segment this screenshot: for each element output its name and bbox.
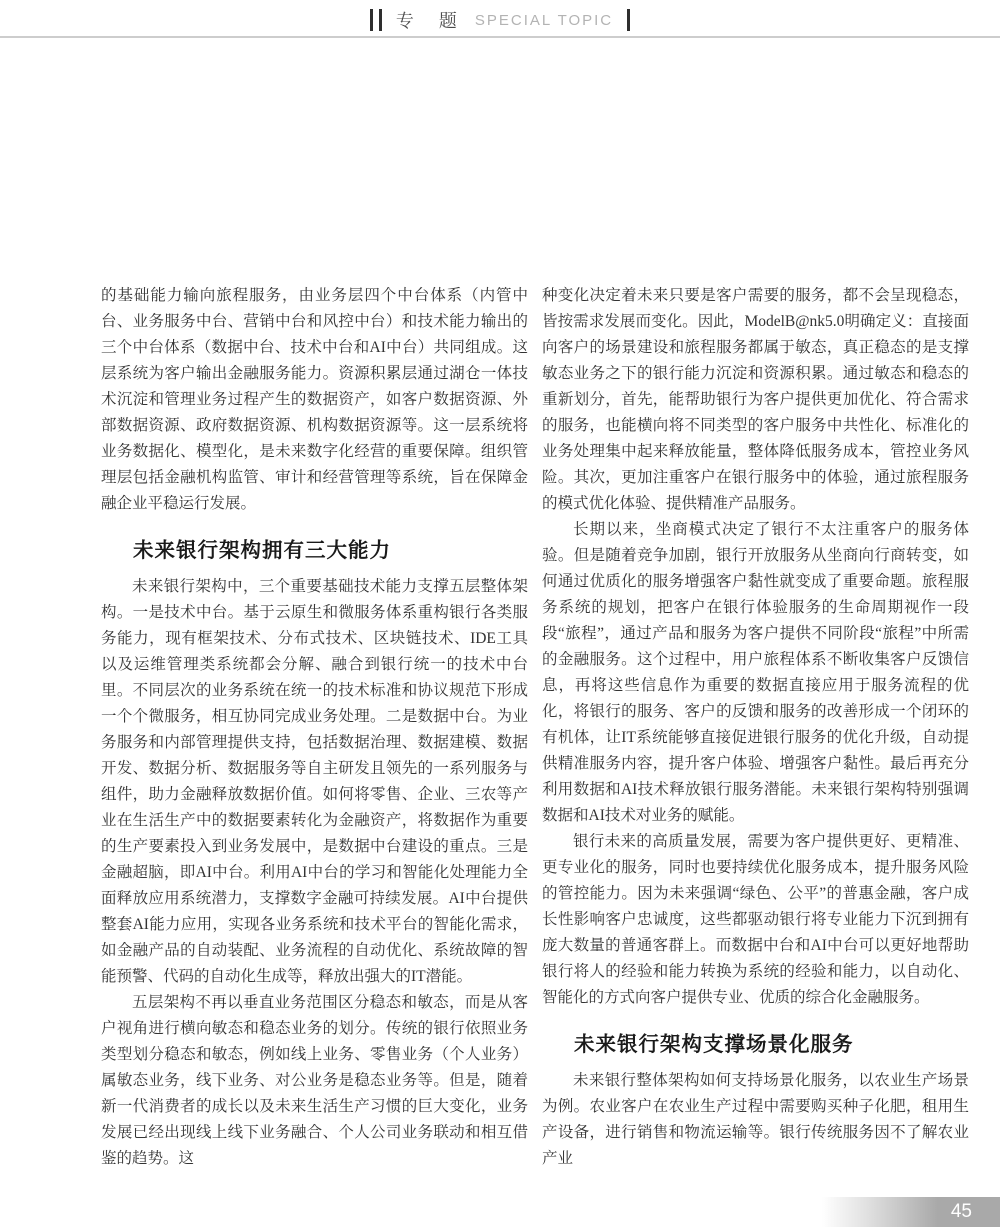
running-head <box>0 7 1000 33</box>
double-bar-icon <box>370 9 382 31</box>
single-bar-icon <box>627 9 630 31</box>
paragraph-modelbank-definition: 种变化决定着未来只要是客户需要的服务，都不会呈现稳态，皆按需求发展而变化。因此，ModelB@nk5.0明确定义：直接面向客户的场景建设和旅程服务都属于敏态，真正稳态的是支撑敏态业务之下的银行能力沉淀和资源积累。通过敏态和稳态的重新划分，首先，能帮助银行为客户提供更加优化、符合需求的服务，也能横向将不同类型的客户服务中共性化、标准化的业务处理集中起来释放能量，整体降低服务成本，管控业务风险。其次，更加注重客户在银行服务中的体验，通过旅程服务的模式优化体验、提供精准产品服务。 <box>542 287 969 512</box>
article-body <box>101 283 969 1172</box>
paragraph-agriculture-scenario: 未来银行整体架构如何支持场景化服务，以农业生产场景为例。农业客户在农业生产过程中需要购买种子化肥，租用生产设备，进行销售和物流运输等。银行传统服务因不了解农业产业 <box>542 1071 969 1167</box>
paragraph-three-capabilities: 未来银行架构中，三个重要基础技术能力支撑五层整体架构。一是技术中台。基于云原生和微服务体系重构银行各类服务能力，现有框架技术、分布式技术、区块链技术、IDE工具以及运维管理类系统都会分解、融合到银行统一的技术中台里。不同层次的业务系统在统一的技术标准和协议规范下形成一个个微服务，相互协同完成业务处理。二是数据中台。为业务服务和内部管理提供支持，包括数据治理、数据建模、数据开发、数据分析、数据服务等自主研发且领先的一系列服务与组件，助力金融释放数据价值。如何将零售、企业、三农等产业在生活生产中的数据要素转化为金融资产，将数据作为重要的生产要素投入到业务发展中，是数据中台建设的重点。三是金融超脑，即AI中台。利用AI中台的学习和智能化处理能力全面释放应用系统潜力，支撑数字金融可持续发展。AI中台提供整套AI能力应用，实现各业务系统和技术平台的智能化需求，如金融产品的自动装配、业务流程的自动优化、系统故障的智能预警、代码的自动化生成等，释放出强大的IT潜能。 <box>101 577 528 985</box>
right-column <box>542 283 969 1172</box>
running-head-title-en: SPECIAL TOPIC <box>474 11 614 29</box>
section-heading-scenario-services: 未来银行架构支撑场景化服务 <box>574 1034 854 1056</box>
left-column <box>101 283 528 1172</box>
page-number: 45 <box>950 1201 972 1222</box>
paragraph-architecture-layers: 的基础能力输向旅程服务，由业务层四个中台体系（内管中台、业务服务中台、营销中台和风控中台）和技术能力输出的三个中台体系（数据中台、技术中台和AI中台）共同组成。这层系统为客户输出金融服务能力。资源积累层通过湖仓一体技术沉淀和管理业务过程产生的数据资产，如客户数据资源、外部数据资源、政府数据资源、机构数据资源等。这一层系统将业务数据化、模型化，是未来数字化经营的重要保障。组织管理层包括金融机构监管、审计和经营管理等系统，旨在保障金融企业平稳运行发展。 <box>101 287 528 512</box>
paragraph-high-quality-development: 银行未来的高质量发展，需要为客户提供更好、更精准、更专业化的服务，同时也要持续优化服务成本，提升服务风险的管控能力。因为未来强调“绿色、公平”的普惠金融，客户成长性影响客户忠诚度，这些都驱动银行将专业能力下沉到拥有庞大数量的普通客群上。而数据中台和AI中台可以更好地帮助银行将人的经验和能力转换为系统的经验和能力，以自动化、智能化的方式向客户提供专业、优质的综合化金融服务。 <box>542 833 969 1006</box>
section-heading-three-capabilities: 未来银行架构拥有三大能力 <box>133 540 391 562</box>
paragraph-stable-agile-division: 五层架构不再以垂直业务范围区分稳态和敏态，而是从客户视角进行横向敏态和稳态业务的划分。传统的银行依照业务类型划分稳态和敏态，例如线上业务、零售业务（个人业务）属敏态业务，线下业务、对公业务是稳态业务等。但是，随着新一代消费者的成长以及未来生活生产习惯的巨大变化，业务发展已经出现线上线下业务融合、个人公司业务联动和相互借鉴的趋势。这 <box>101 993 528 1167</box>
paragraph-journey-service: 长期以来，坐商模式决定了银行不太注重客户的服务体验。但是随着竞争加剧，银行开放服务从坐商向行商转变，如何通过优质化的服务增强客户黏性就变成了重要命题。旅程服务系统的规划，把客户在银行体验服务的生命周期视作一段段“旅程”，通过产品和服务为客户提供不同阶段“旅程”中所需的金融服务。这个过程中，用户旅程体系不断收集客户反馈信息，再将这些信息作为重要的数据直接应用于服务流程的优化，将银行的服务、客户的反馈和服务的改善形成一个闭环的有机体，让IT系统能够直接促进银行服务的优化升级，自动提供精准服务内容，提升客户体验、增强客户黏性。最后再充分利用数据和AI技术释放银行服务潜能。未来银行架构特别强调数据和AI技术对业务的赋能。 <box>542 521 969 824</box>
running-head-title-cn: 专 题 <box>395 11 467 31</box>
header-divider <box>0 36 1000 38</box>
folio-bar <box>822 1197 1000 1227</box>
